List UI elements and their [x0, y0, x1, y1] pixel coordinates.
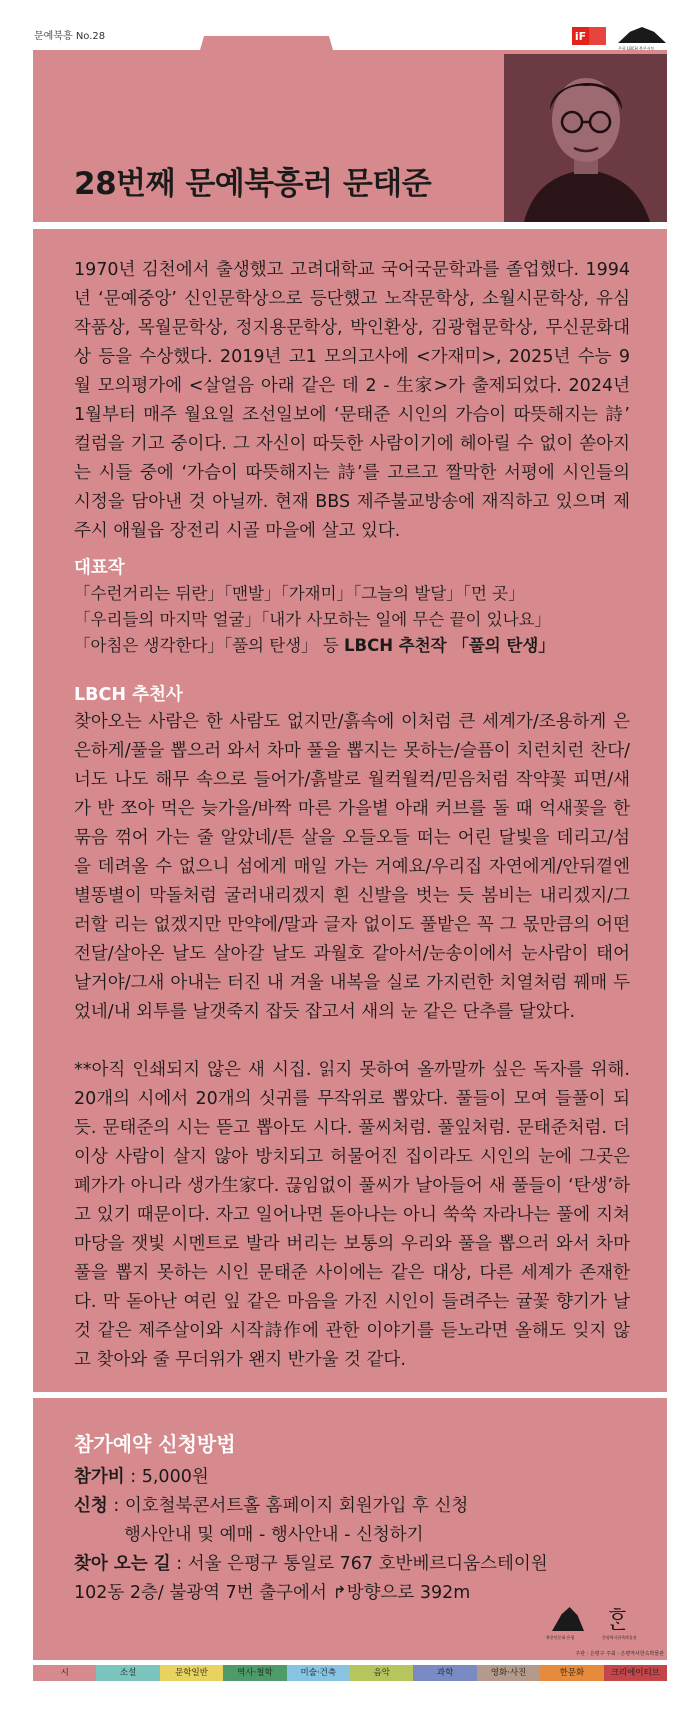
page-title: 28번째 문예북흥러 문태준: [74, 166, 432, 202]
category-8: 한문화: [540, 1665, 603, 1681]
works-line-3: 「아침은 생각한다」「풀의 탄생」 등 LBCH 추천작 「풀의 탄생」: [74, 636, 555, 655]
reservation-title: 참가예약 신청방법: [74, 1432, 236, 1456]
recommended-work: LBCH 추천작 「풀의 탄생」: [344, 636, 555, 655]
house-roof-icon: [618, 27, 666, 43]
directions-row: 찾아 오는 길 : 서울 은평구 통일로 767 호반베르디움스테이원: [74, 1554, 548, 1574]
recommend-note: **아직 인쇄되지 않은 새 시집. 읽지 못하여 올까말까 싶은 독자를 위해. 20개의 시에서 20개의 싯귀를 무작위로 뽑았다. 풀들이 모여 들풀이 되듯. 문태준의 시는 뜯고 뽑아도 시다. 풀씨처럼. 풀잎처럼. 문태준처럼. 더 이상 사람이 살지 않아 방치되고 허물어진 집이라도 시인의 눈에 그곳은 폐가가 아니라 생가生家다. 끊임없이 풀씨가 날아들어 새 풀들이 ‘탄생’하고 있기 때문이다. 자고 일어나면 돋아나는 아니 쑥쑥 자라나는 풀에 지쳐 마당을 잿빛 시멘트로 발라 버리는 보통의 우리와 풀을 뽑으러 와서 차마 풀을 뽑지 못하는 시인 문태준 사이에는 같은 대상, 다른 세계가 존재한다. 막 돋아난 여린 잎 같은 마음을 가진 시인이 들려주는 귤꽃 향기가 날 것 같은 제주살이와 시작詩作에 관한 이야기를 듣노라면 올해도 잊지 않고 찾아와 줄 무더위가 왠지 반가울 것 같다.: [74, 1060, 630, 1370]
hanok-logo-icon: ᄒᆞᆫ: [606, 1606, 630, 1634]
apply-row: 신청 : 이호철북콘서트홀 홈페이지 회원가입 후 신청: [74, 1496, 469, 1516]
sponsor-logo-1: 북한인문화 은평: [546, 1607, 590, 1645]
sponsor-logo-2: ᄒᆞᆫ 은평역사한옥박물관: [602, 1606, 637, 1640]
recommend-poem: 찾아오는 사람은 한 사람도 없지만/흙속에 이처럼 큰 세계가/조용하게 은은하게/풀을 뽑으러 와서 차마 풀을 뽑지는 못하는/슬픔이 치런치런 찬다/너도 나도 해무 속으로 들어가/흙발로 월컥월컥/믿음처럼 작약꽃 피면/새가 반 쪼아 먹은 늦가을/바짝 마른 가을볕 아래 커브를 돌 때 억새꽃을 한 묶음 꺾어 가는 줄 알았네/튼 살을 오들오들 떠는 어린 달빛을 데리고/섬을 데려올 수 없으니 섬에게 매일 가는 거예요/우리집 자연에게/안뒤꼍엔 별똥별이 막돌처럼 굴러내리겠지 흰 신발을 벗는 듯 봄비는 내리겠지/그러할 리는 없겠지만 만약에/말과 글자 없이도 풀밭은 꼭 그 몫만큼의 어떤 전달/살아온 날도 살아갈 날도 과월호 같아서/눈송이에서 눈사람이 태어날거야/그새 아내는 터진 내 겨울 내복을 실로 가지런한 치열처럼 꿰매 두었네/내 외투를 날갯죽지 잡듯 잡고서 새의 눈 같은 단추를 달았다.: [74, 712, 630, 1022]
works-line-2: 「우리들의 마지막 얼굴」「내가 사모하는 일에 무슨 끝이 있나요」: [74, 610, 551, 629]
apply-row-2: 행사안내 및 예매 - 행사안내 - 신청하기: [124, 1525, 424, 1545]
category-4: 미술·건축: [287, 1665, 350, 1681]
category-6: 과학: [413, 1665, 476, 1681]
category-0: 시: [33, 1665, 96, 1681]
category-7: 영화·사진: [477, 1665, 540, 1681]
category-1: 소설: [96, 1665, 159, 1681]
category-2: 문학일반: [160, 1665, 223, 1681]
fee-row: 참가비 : 5,000원: [74, 1467, 209, 1487]
category-9: 크리에이티브: [604, 1665, 667, 1681]
house-logo-caption: 은평 LBCH 북콘서트: [618, 46, 655, 51]
author-photo: [504, 54, 667, 222]
category-5: 음악: [350, 1665, 413, 1681]
works-line-1: 「수런거리는 뒤란」「맨발」「가재미」「그늘의 발달」「먼 곳」: [74, 584, 525, 603]
sponsor-logos: [546, 1607, 664, 1645]
mountain-logo-icon: [552, 1607, 584, 1631]
works-list: [74, 581, 630, 659]
directions-row-2: 102동 2층/ 불광역 7번 출구에서 ↱방향으로 392m: [74, 1579, 614, 1608]
if-award-logo: iF: [572, 27, 606, 45]
category-bar: [33, 1665, 667, 1681]
reservation-info: [74, 1463, 614, 1608]
sponsor-credit: 주관 : 은평구 주최 : 은평역사한옥박물관: [575, 1651, 664, 1657]
category-3: 역사·철학: [223, 1665, 286, 1681]
author-bio: 1970년 김천에서 출생했고 고려대학교 국어국문학과를 졸업했다. 1994년 ‘문예중앙’ 신인문학상으로 등단했고 노작문학상, 소월시문학상, 유심작품상, 목월문학상, 정지용문학상, 박인환상, 김광협문학상, 무신문화대상 등을 수상했다. 2019년 고1 모의고사에 <가재미>, 2025년 수능 9월 모의평가에 <살얼음 아래 같은 데 2 - 生家>가 출제되었다. 2024년 1월부터 매주 월요일 조선일보에 ‘문태준 시인의 가슴이 따뜻해지는 詩’ 컬럼을 기고 중이다. 그 자신이 따듯한 사람이기에 헤아릴 수 없이 쏟아지는 시들 중에 ‘가슴이 따뜻해지는 詩’를 고르고 짤막한 서평에 시인들의 시정을 담아낸 것 아닐까. 현재 BBS 제주불교방송에 재직하고 있으며 제주시 애월읍 장전리 시골 마을에 살고 있다.: [74, 260, 630, 541]
works-heading: 대표작: [74, 558, 125, 578]
author-portrait-icon: [504, 54, 667, 222]
series-number: 문예북흥 No.28: [34, 31, 106, 42]
turn-right-arrow-icon: ↱: [332, 1583, 347, 1603]
recommend-heading: LBCH 추천사: [74, 685, 183, 705]
